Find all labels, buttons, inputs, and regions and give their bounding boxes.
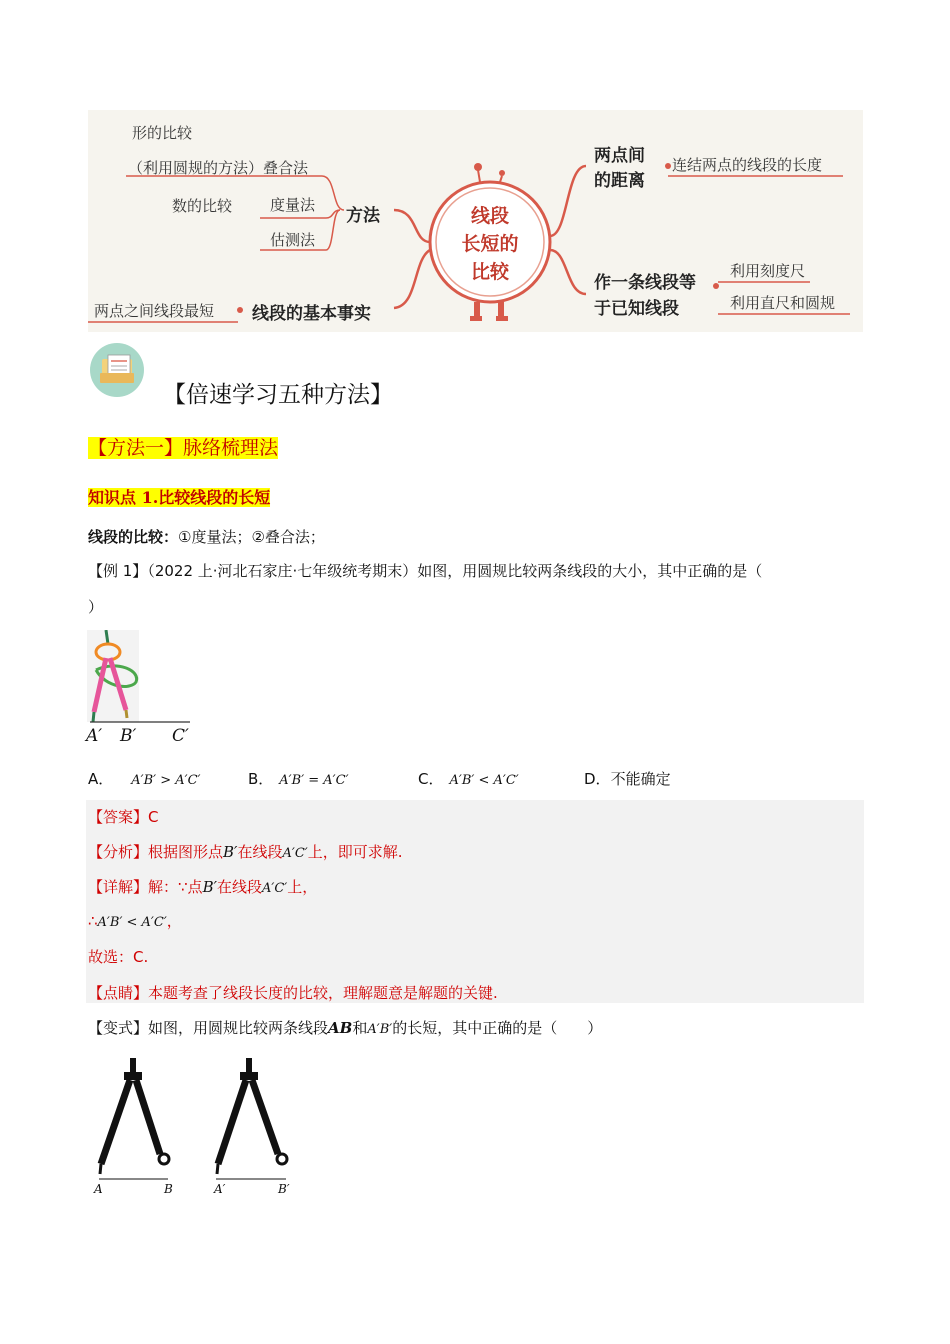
fig2-label-a: A	[94, 1182, 103, 1196]
example-source: （2022 上·河北石家庄·七年级统考期末）如图，用圆规比较两条线段的大小，其中正确的是（	[147, 562, 763, 580]
example-line	[88, 560, 762, 581]
compare-text: ①度量法；②叠合法；	[178, 528, 325, 546]
answer-box	[86, 800, 864, 1003]
detail-line: 【详解】解：∵点B′在线段A′C′上，	[88, 878, 318, 896]
page-title: 【倍速学习五种方法】	[163, 382, 393, 408]
mm-number-compare: 数的比较	[172, 197, 233, 215]
method-one-heading: 【方法一】脉络梳理法	[88, 437, 279, 459]
therefore-line: ∴A′B′ < A′C′，	[88, 912, 182, 930]
figure-compass-2	[90, 1058, 310, 1203]
compare-label: 线段的比较：	[88, 528, 179, 546]
example-label: 【例 1】	[88, 562, 148, 580]
fig1-label-a: A′	[86, 726, 103, 746]
mm-method: 方法	[346, 206, 380, 226]
figure-compass-1	[86, 630, 196, 750]
mm-shape-compare: 形的比较	[132, 124, 193, 142]
mm-estimate: 估测法	[270, 231, 316, 249]
option-c: C． A′B′ < A′C′	[418, 770, 519, 788]
comment-line: 【点睛】本题考查了线段长度的比较，理解题意是解题的关键.	[88, 984, 498, 1002]
fig2-label-b-prime: B′	[278, 1182, 290, 1196]
choose-line: 故选：C.	[88, 948, 149, 966]
fig2-label-a-prime: A′	[214, 1182, 226, 1196]
variant-line: 【变式】如图，用圆规比较两条线段AB和A′B′的长短，其中正确的是（ ）	[88, 1019, 603, 1037]
mm-overlap: （利用圆规的方法）叠合法	[128, 159, 309, 177]
mm-measure: 度量法	[270, 196, 316, 214]
fig1-label-b: B′	[120, 726, 137, 746]
mm-distance: 两点间 的距离	[594, 146, 645, 191]
mm-basic-fact-detail: 两点之间线段最短	[94, 302, 215, 320]
compare-line	[88, 526, 325, 547]
mm-center-title: 线段 长短的 比较	[461, 205, 519, 283]
mm-basic-fact: 线段的基本事实	[252, 304, 371, 324]
analysis-line: 【分析】根据图形点B′在线段A′C′上，即可求解.	[88, 843, 403, 861]
mm-distance-detail: 连结两点的线段的长度	[672, 156, 823, 174]
answer-line: 【答案】C	[88, 808, 159, 826]
example-close: ）	[88, 598, 104, 616]
folder-icon	[90, 343, 144, 397]
option-b: B． A′B′ = A′C′	[248, 770, 349, 788]
mm-ruler: 利用刻度尺	[730, 262, 806, 280]
knowledge-point-heading: 知识点 1.比较线段的长短	[88, 488, 271, 507]
mm-compass: 利用直尺和圆规	[730, 294, 836, 312]
mind-map	[88, 110, 863, 332]
mm-construct: 作一条线段等 于已知线段	[594, 273, 696, 319]
fig2-label-b: B	[164, 1182, 173, 1196]
option-a: A． A′B′ > A′C′	[88, 770, 201, 788]
fig1-label-c: C′	[172, 726, 189, 746]
option-d: D．不能确定	[584, 770, 671, 788]
